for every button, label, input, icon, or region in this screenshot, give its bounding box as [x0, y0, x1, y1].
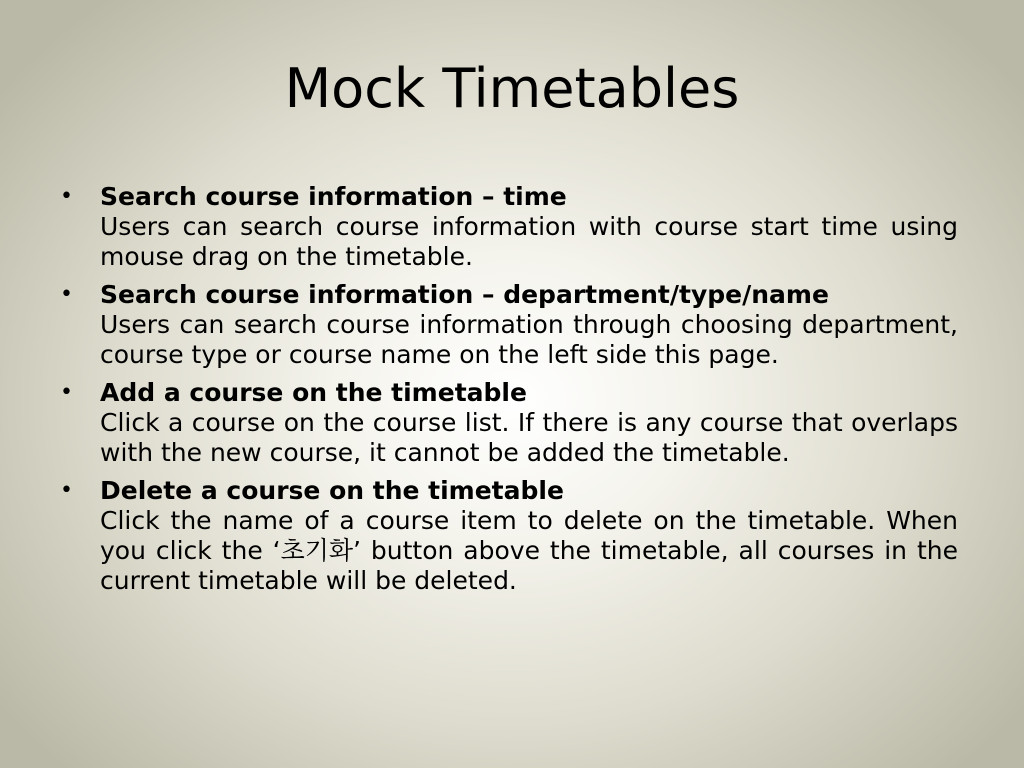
bullet-body: Users can search course information with course start time using mouse drag on the timetable. [100, 212, 958, 271]
bullet-icon: • [60, 282, 73, 307]
bullet-icon: • [60, 478, 73, 503]
bullet-item-add-course [58, 378, 958, 468]
bullet-heading: Search course information – department/type/name [100, 280, 829, 309]
bullet-item-delete-course [58, 476, 958, 596]
bullet-item-search-time [58, 182, 958, 272]
bullet-body: Click a course on the course list. If there is any course that overlaps with the new course, it cannot be added the timetable. [100, 408, 958, 467]
bullet-list [58, 182, 958, 604]
bullet-icon: • [60, 184, 73, 209]
bullet-body: Users can search course information through choosing department, course type or course name on the left side this page. [100, 310, 958, 369]
bullet-heading: Add a course on the timetable [100, 378, 527, 407]
bullet-body: Click the name of a course item to delete on the timetable. When you click the ‘초기화’ button above the timetable, all courses in the current timetable will be deleted. [100, 506, 958, 595]
bullet-heading: Delete a course on the timetable [100, 476, 564, 505]
bullet-heading: Search course information – time [100, 182, 567, 211]
bullet-item-search-department [58, 280, 958, 370]
bullet-icon: • [60, 380, 73, 405]
slide-title: Mock Timetables [284, 57, 740, 120]
